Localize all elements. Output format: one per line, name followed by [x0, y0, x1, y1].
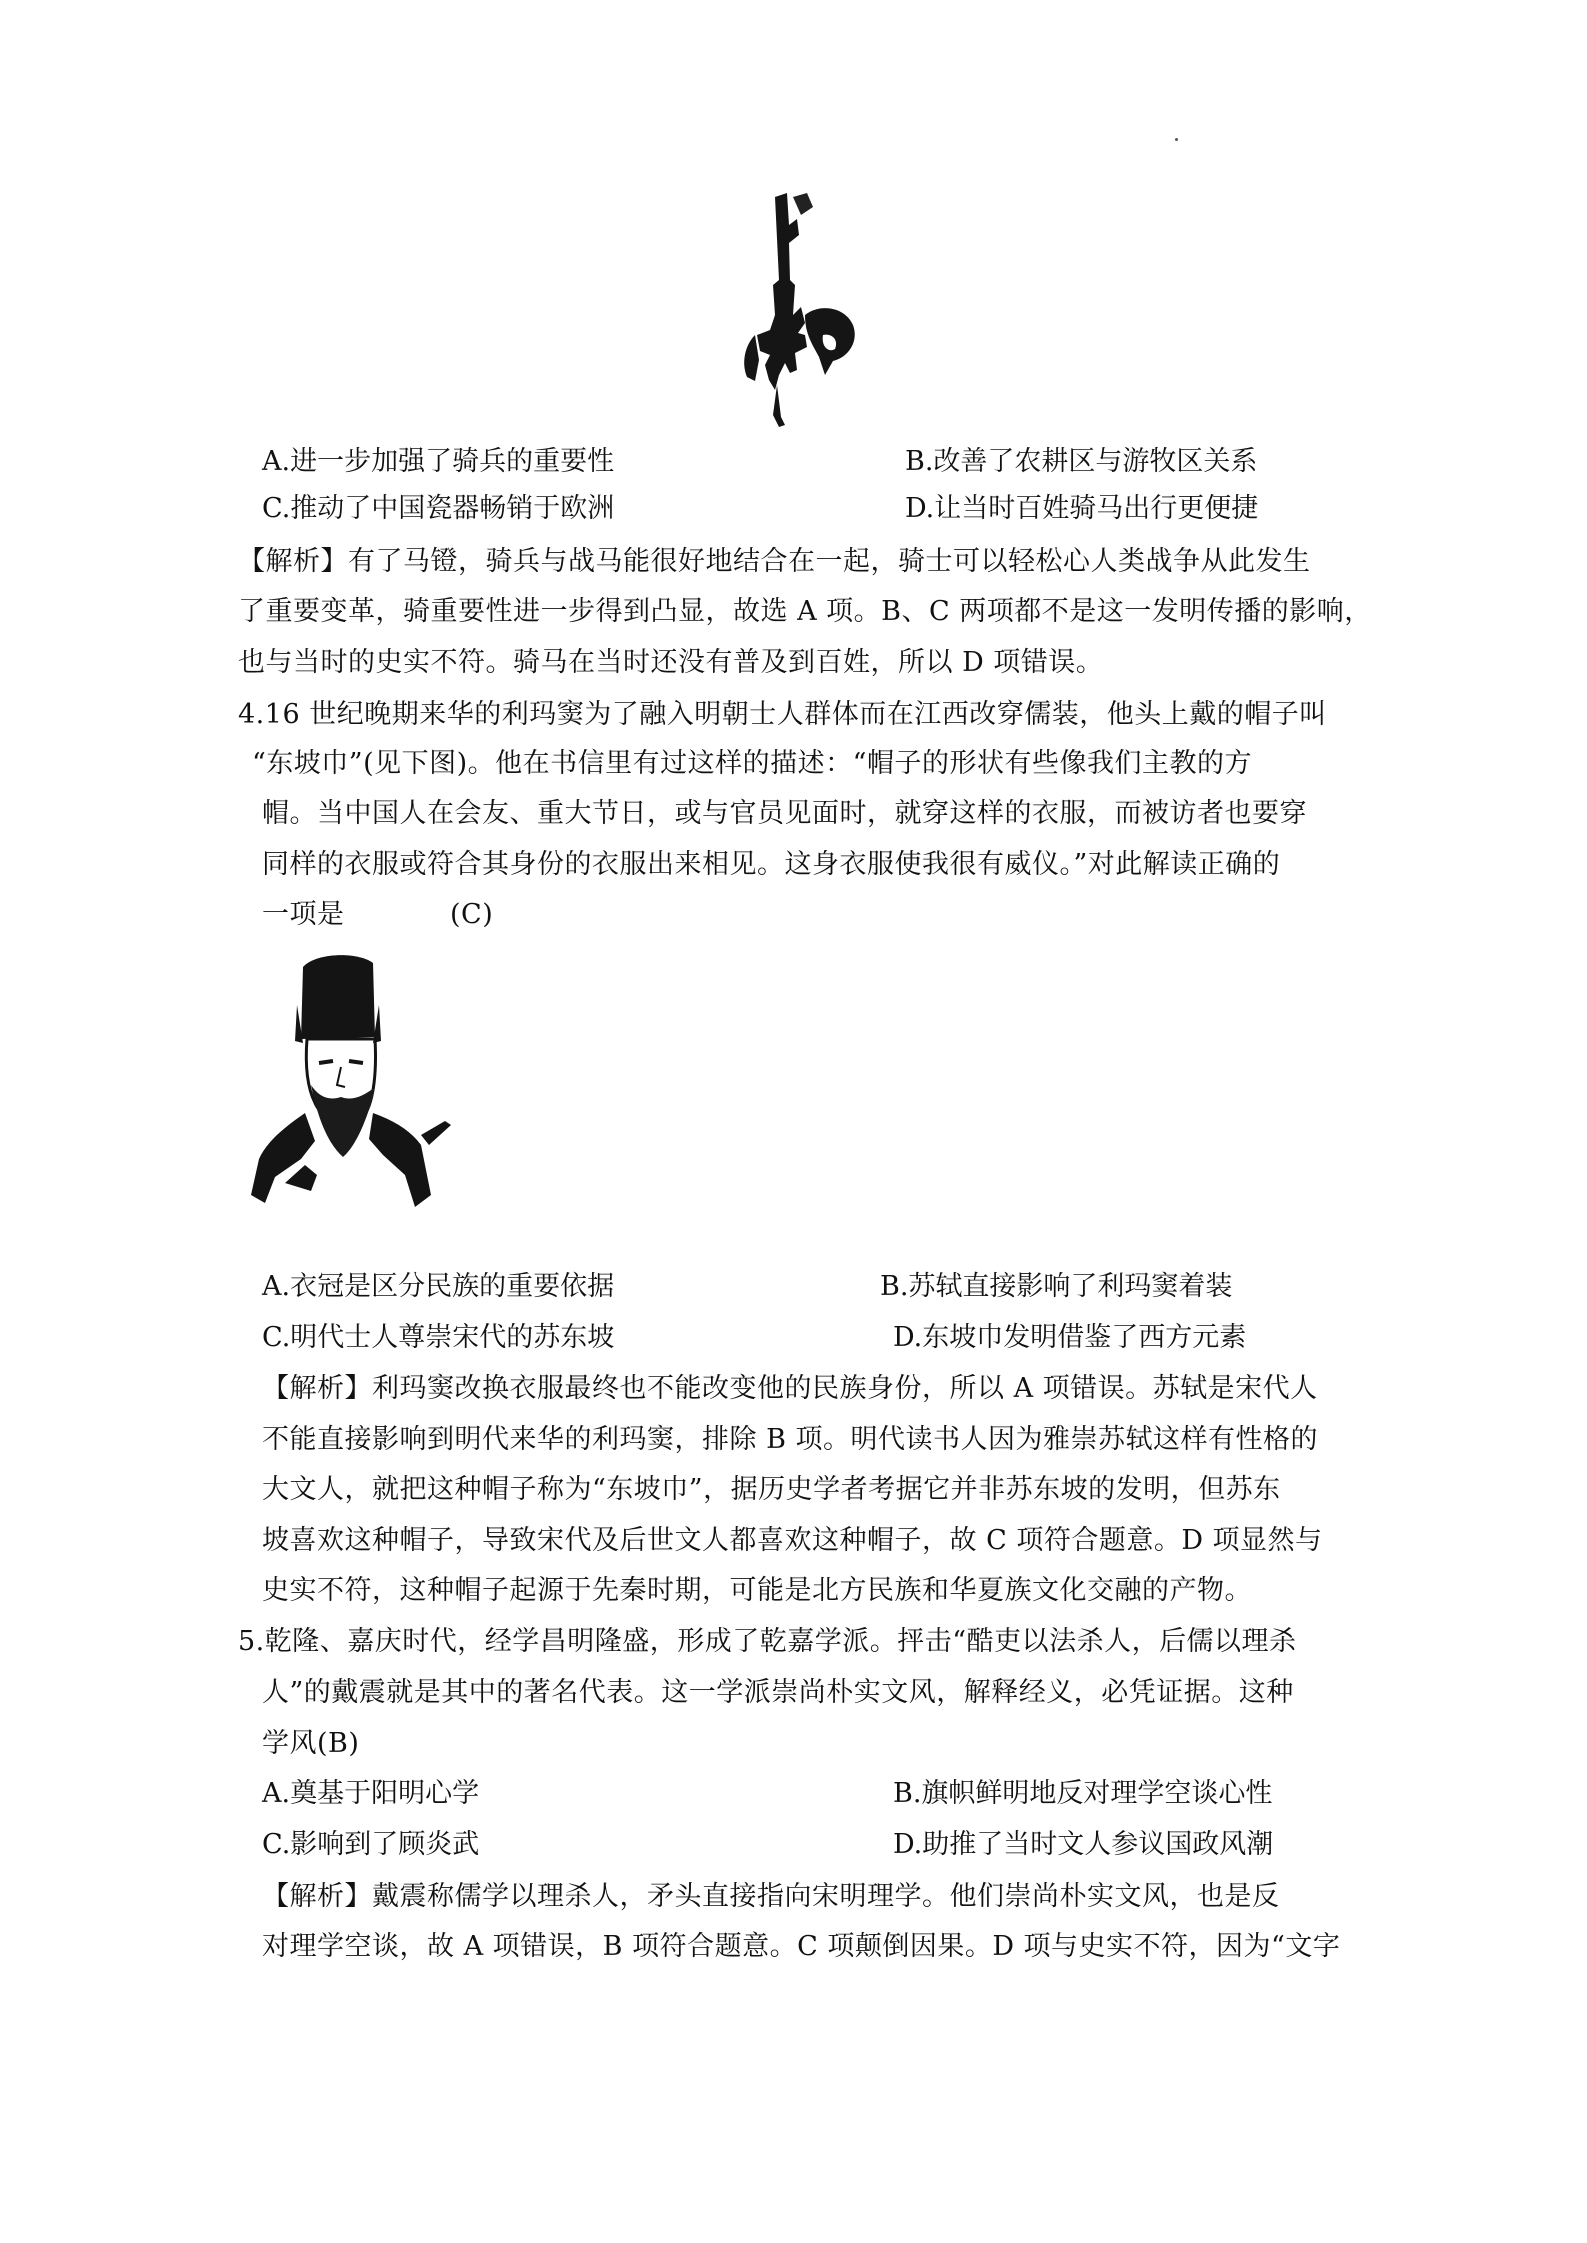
q3-option-c: C.推动了中国瓷器畅销于欧洲 [262, 493, 615, 524]
q4-stem-line-2: “东坡巾”(见下图)。他在书信里有过这样的描述：“帽子的形状有些像我们主教的方 [252, 748, 1252, 779]
q4-analysis-line-3: 大文人，就把这种帽子称为“东坡巾”，据历史学者考据它并非苏东坡的发明，但苏东 [262, 1474, 1281, 1505]
q4-option-a: A.衣冠是区分民族的重要依据 [262, 1271, 615, 1302]
q4-stem-line-1: 4.16 世纪晚期来华的利玛窦为了融入明朝士人群体而在江西改穿儒装，他头上戴的帽子叫 [238, 699, 1327, 730]
q5-option-c: C.影响到了顾炎武 [262, 1829, 480, 1860]
q5-stem-line-1: 5.乾隆、嘉庆时代，经学昌明隆盛，形成了乾嘉学派。抨击“酷吏以法杀人，后儒以理杀 [238, 1626, 1297, 1657]
q4-stem-line-5: 一项是 [262, 899, 345, 930]
q4-stem-line-3: 帽。当中国人在会友、重大节日，或与官员见面时，就穿这样的衣服，而被访者也要穿 [262, 798, 1307, 829]
q5-analysis-line-1: 【解析】戴震称儒学以理杀人，矛头直接指向宋明理学。他们崇尚朴实文风，也是反 [262, 1881, 1280, 1912]
q3-analysis-line-1: 【解析】有了马镫，骑兵与战马能很好地结合在一起，骑士可以轻松心人类战争从此发生 [238, 546, 1311, 577]
q4-option-b: B.苏轼直接影响了利玛窦着装 [880, 1271, 1233, 1302]
q5-option-a: A.奠基于阳明心学 [262, 1778, 480, 1809]
q3-option-d: D.让当时百姓骑马出行更便捷 [905, 493, 1259, 524]
q4-stem-line-4: 同样的衣服或符合其身份的衣服出来相见。这身衣服使我很有威仪。”对此解读正确的 [262, 849, 1281, 880]
q5-option-d: D.助推了当时文人参议国政风潮 [893, 1829, 1274, 1860]
q4-analysis-line-4: 坡喜欢这种帽子，导致宋代及后世文人都喜欢这种帽子，故 C 项符合题意。D 项显然与 [262, 1525, 1323, 1556]
q4-analysis-line-2: 不能直接影响到明代来华的利玛窦，排除 B 项。明代读书人因为雅崇苏轼这样有性格的 [262, 1424, 1319, 1455]
q5-analysis-line-2: 对理学空谈，故 A 项错误，B 项符合题意。C 项颠倒因果。D 项与史实不符，因为“文字 [262, 1931, 1341, 1962]
q4-answer: (C) [450, 899, 494, 930]
q5-stem-line-2: 人”的戴震就是其中的著名代表。这一学派崇尚朴实文风，解释经义，必凭证据。这种 [262, 1677, 1294, 1708]
q4-option-c: C.明代士人尊崇宋代的苏东坡 [262, 1322, 615, 1353]
scan-speck [1175, 138, 1178, 141]
q3-option-b: B.改善了农耕区与游牧区关系 [905, 446, 1258, 477]
q3-analysis-line-3: 也与当时的史实不符。骑马在当时还没有普及到百姓，所以 D 项错误。 [238, 647, 1104, 678]
q4-analysis-line-1: 【解析】利玛窦改换衣服最终也不能改变他的民族身份，所以 A 项错误。苏轼是宋代人 [262, 1373, 1318, 1404]
q3-option-a: A.进一步加强了骑兵的重要性 [262, 446, 615, 477]
q4-analysis-line-5: 史实不符，这种帽子起源于先秦时期，可能是北方民族和华夏族文化交融的产物。 [262, 1575, 1252, 1606]
q5-option-b: B.旗帜鲜明地反对理学空谈心性 [893, 1778, 1273, 1809]
stirrup-ink-image [735, 185, 870, 430]
matteo-ricci-portrait [245, 945, 460, 1225]
q3-analysis-line-2: 了重要变革，骑重要性进一步得到凸显，故选 A 项。B、C 两项都不是这一发明传播的影响， [238, 596, 1372, 627]
q4-option-d: D.东坡巾发明借鉴了西方元素 [893, 1322, 1247, 1353]
q5-stem-line-3: 学风(B) [262, 1728, 360, 1759]
